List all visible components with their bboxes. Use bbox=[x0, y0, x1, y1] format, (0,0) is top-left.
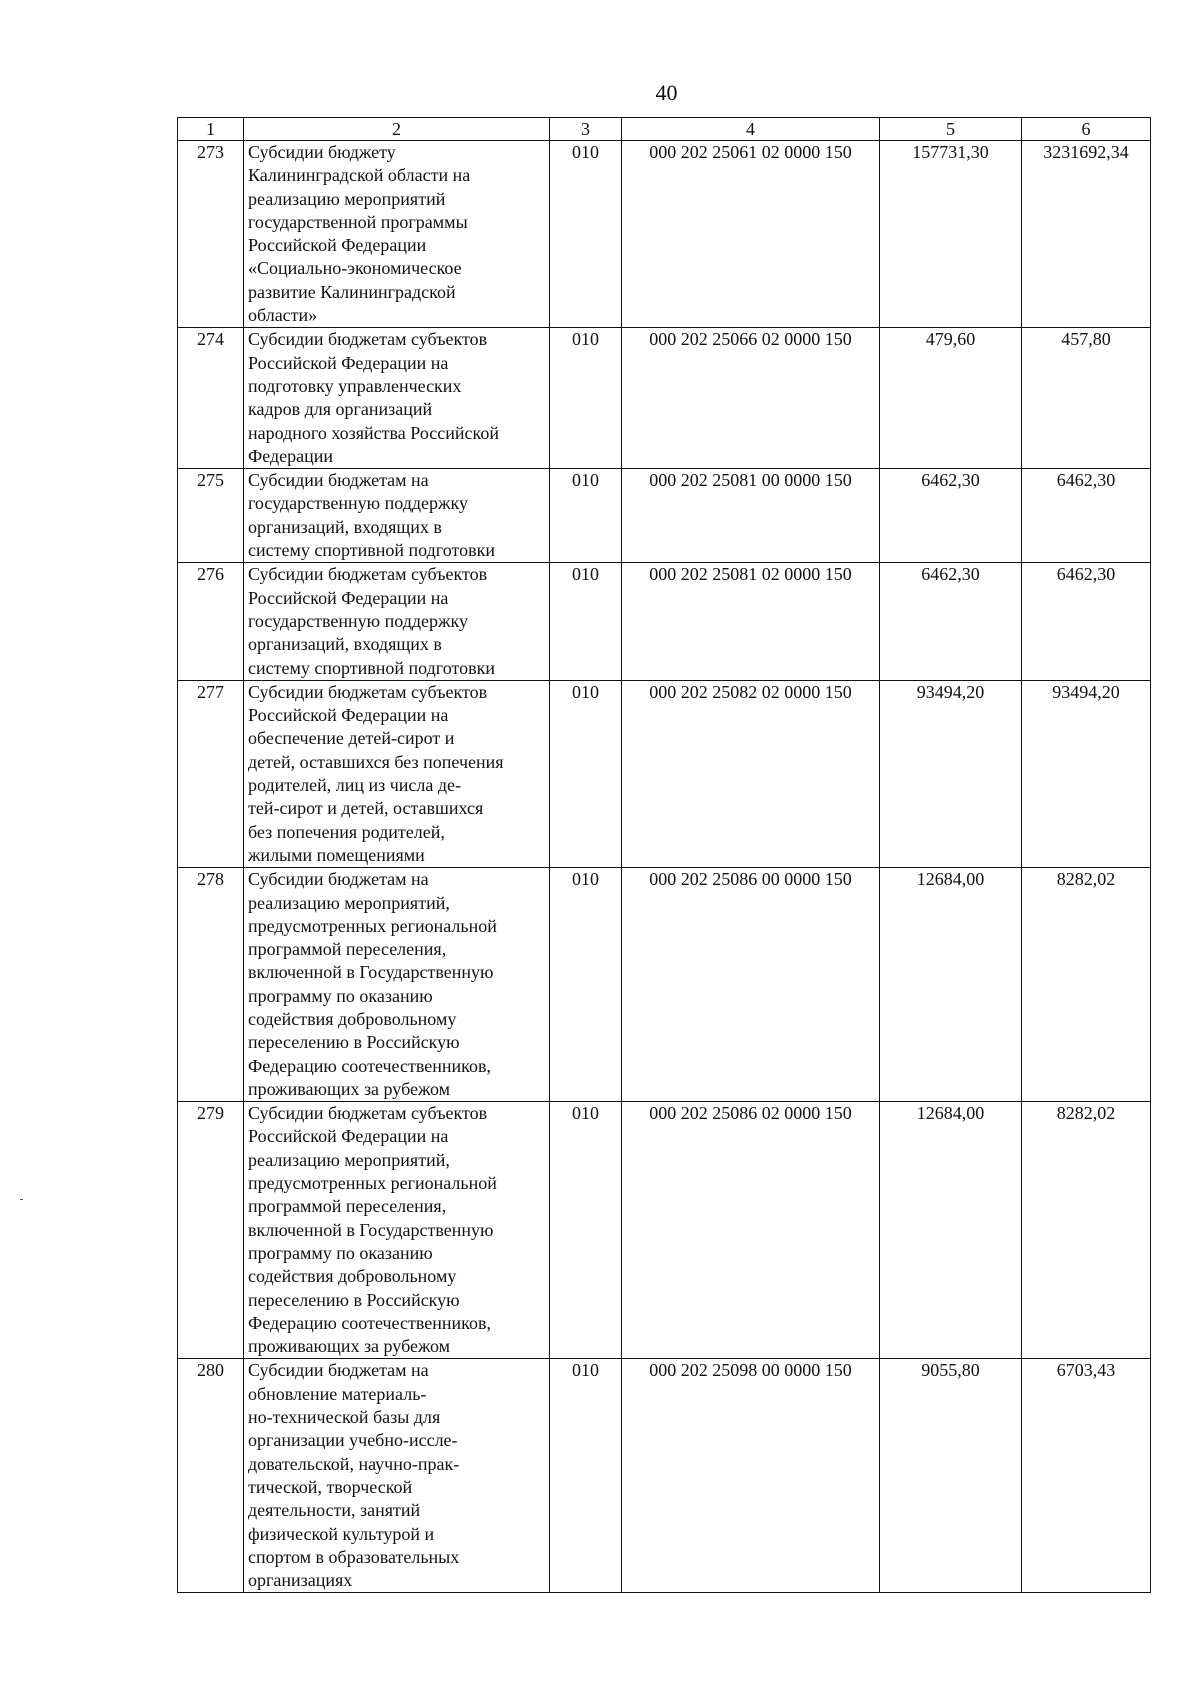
row-value-column-5: 12684,00 bbox=[880, 1102, 1022, 1359]
row-code: 010 bbox=[550, 141, 622, 328]
row-number: 273 bbox=[178, 141, 244, 328]
row-budget-classification-code: 000 202 25066 02 0000 150 bbox=[622, 328, 880, 469]
row-value-column-5: 12684,00 bbox=[880, 868, 1022, 1102]
row-value-column-6: 6703,43 bbox=[1022, 1359, 1151, 1593]
column-header: 5 bbox=[880, 118, 1022, 141]
row-value-column-6: 457,80 bbox=[1022, 328, 1151, 469]
row-budget-classification-code: 000 202 25082 02 0000 150 bbox=[622, 680, 880, 867]
row-number: 276 bbox=[178, 563, 244, 680]
row-code: 010 bbox=[550, 469, 622, 563]
table-row bbox=[178, 1102, 1151, 1359]
column-header: 3 bbox=[550, 118, 622, 141]
column-header: 6 bbox=[1022, 118, 1151, 141]
table-row bbox=[178, 141, 1151, 328]
row-number: 279 bbox=[178, 1102, 244, 1359]
row-value-column-6: 6462,30 bbox=[1022, 469, 1151, 563]
row-description: Субсидии бюджетам на обновление материаль- но-технической базы для организации учебно-иссле- довательской, научно-прак- тической, творческой деятельности, занятий физической культурой и спортом в образовательных организациях bbox=[244, 1359, 550, 1593]
row-description: Субсидии бюджетам субъектов Российской Федерации на обеспечение детей-сирот и детей, оставшихся без попечения родителей, лиц из числа де- тей-сирот и детей, оставшихся без попечения родителей, жилыми помещениями bbox=[244, 680, 550, 867]
row-code: 010 bbox=[550, 1102, 622, 1359]
row-value-column-6: 8282,02 bbox=[1022, 1102, 1151, 1359]
row-code: 010 bbox=[550, 328, 622, 469]
column-header: 2 bbox=[244, 118, 550, 141]
row-description: Субсидии бюджетам субъектов Российской Федерации на подготовку управленческих кадров для организаций народного хозяйства Российской Федерации bbox=[244, 328, 550, 469]
row-description: Субсидии бюджетам субъектов Российской Федерации на государственную поддержку организаций, входящих в систему спортивной подготовки bbox=[244, 563, 550, 680]
row-budget-classification-code: 000 202 25081 02 0000 150 bbox=[622, 563, 880, 680]
row-value-column-6: 8282,02 bbox=[1022, 868, 1151, 1102]
row-value-column-5: 6462,30 bbox=[880, 469, 1022, 563]
row-description: Субсидии бюджетам субъектов Российской Федерации на реализацию мероприятий, предусмотренных региональной программой переселения, включенной в Государственную программу по оказанию содействия добровольному переселению в Российскую Федерацию соотечественников, проживающих за рубежом bbox=[244, 1102, 550, 1359]
row-description: Субсидии бюджетам на государственную поддержку организаций, входящих в систему спортивной подготовки bbox=[244, 469, 550, 563]
row-number: 277 bbox=[178, 680, 244, 867]
row-budget-classification-code: 000 202 25086 02 0000 150 bbox=[622, 1102, 880, 1359]
table-row bbox=[178, 868, 1151, 1102]
row-number: 274 bbox=[178, 328, 244, 469]
row-budget-classification-code: 000 202 25086 00 0000 150 bbox=[622, 868, 880, 1102]
page-number: 40 bbox=[655, 80, 678, 105]
row-code: 010 bbox=[550, 868, 622, 1102]
row-description: Субсидии бюджетам на реализацию мероприятий, предусмотренных региональной программой переселения, включенной в Государственную программу по оказанию содействия добровольному переселению в Российскую Федерацию соотечественников, проживающих за рубежом bbox=[244, 868, 550, 1102]
row-number: 278 bbox=[178, 868, 244, 1102]
row-budget-classification-code: 000 202 25061 02 0000 150 bbox=[622, 141, 880, 328]
row-value-column-5: 479,60 bbox=[880, 328, 1022, 469]
table-row bbox=[178, 680, 1151, 867]
row-value-column-5: 9055,80 bbox=[880, 1359, 1022, 1593]
row-budget-classification-code: 000 202 25098 00 0000 150 bbox=[622, 1359, 880, 1593]
row-value-column-5: 6462,30 bbox=[880, 563, 1022, 680]
row-code: 010 bbox=[550, 680, 622, 867]
row-number: 275 bbox=[178, 469, 244, 563]
row-number: 280 bbox=[178, 1359, 244, 1593]
table-row bbox=[178, 328, 1151, 469]
row-value-column-5: 157731,30 bbox=[880, 141, 1022, 328]
table-row bbox=[178, 563, 1151, 680]
row-budget-classification-code: 000 202 25081 00 0000 150 bbox=[622, 469, 880, 563]
row-value-column-5: 93494,20 bbox=[880, 680, 1022, 867]
column-header: 1 bbox=[178, 118, 244, 141]
table-row bbox=[178, 1359, 1151, 1593]
row-code: 010 bbox=[550, 1359, 622, 1593]
row-value-column-6: 93494,20 bbox=[1022, 680, 1151, 867]
row-value-column-6: 3231692,34 bbox=[1022, 141, 1151, 328]
table-row bbox=[178, 469, 1151, 563]
row-description: Субсидии бюджету Калининградской области на реализацию мероприятий государственной программы Российской Федерации «Социально-экономическое развитие Калининградской области» bbox=[244, 141, 550, 328]
row-value-column-6: 6462,30 bbox=[1022, 563, 1151, 680]
budget-table bbox=[177, 117, 1151, 1593]
table-body bbox=[178, 118, 1151, 1593]
table-header-row bbox=[178, 118, 1151, 141]
row-code: 010 bbox=[550, 563, 622, 680]
column-header: 4 bbox=[622, 118, 880, 141]
scan-speck bbox=[20, 1199, 23, 1200]
